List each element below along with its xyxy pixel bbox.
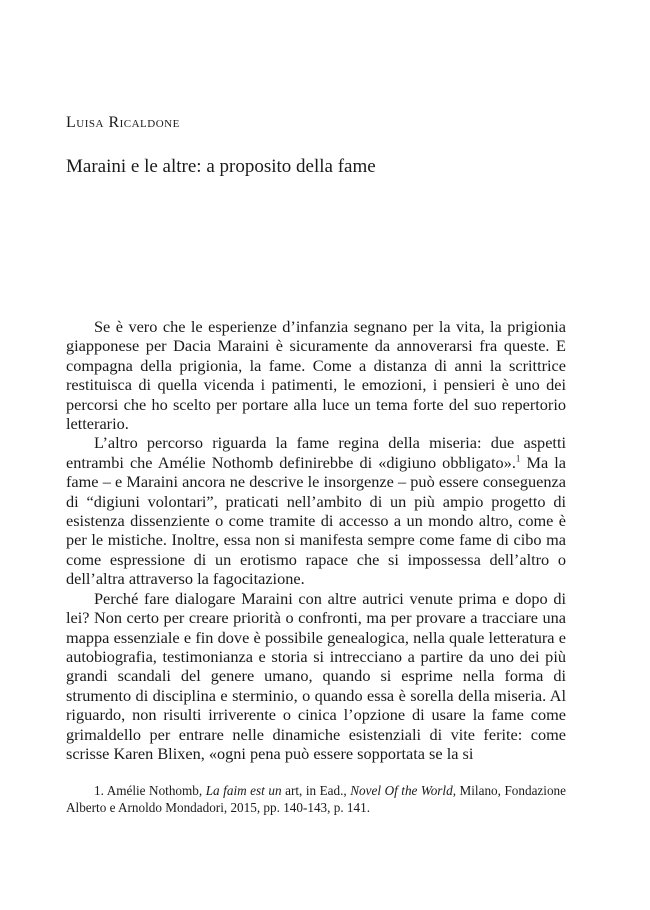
paragraph-2-text-b: Ma la fame – e Maraini ancora ne descrive le insorgenze – può essere conseguenza di “digiuni volontari”, praticati nell’ambito di un più ampio progetto di esistenza dissenziente o come tramite di accesso a un mondo altro, come è per le mistiche. Inoltre, essa non si manifesta sempre come fame di cibo ma come espressione di un erotismo rapace che si impossessa dell’altro o dell’altra attraverso la fagocitazione. xyxy=(66,452,567,589)
footnote-book-title: La faim est un xyxy=(205,783,282,798)
footnote-reference: 1 xyxy=(515,453,521,464)
footnote-tail: , Milano, Fondazione Alberto e Arnoldo Mondadori, 2015, pp. 140-143, p. 141. xyxy=(66,783,566,815)
footnote-middle: art, in Ead., xyxy=(281,783,351,798)
paragraph-2-text-a: L’altro percorso riguarda la fame regina della miseria: due aspetti entrambi che Amélie Nothomb definirebbe di «digiuno obbligato». xyxy=(66,433,566,472)
body-text xyxy=(66,317,566,763)
footnote-collection-title: Novel Of the World xyxy=(350,783,453,798)
chapter-author: Luisa Ricaldone xyxy=(66,114,180,131)
paragraph-2 xyxy=(66,433,566,588)
footnote-lead: 1. Amélie Nothomb, xyxy=(94,783,206,798)
chapter-title: Maraini e le altre: a proposito della fame xyxy=(66,156,376,177)
paragraph-3: Perché fare dialogare Maraini con altre autrici venute prima e dopo di lei? Non certo per creare priorità o confronti, ma per provare a tracciare una mappa essenziale e fin dove è possibile genealogica, nella quale letteratura e autobiografia, testimonianza e storia si intrecciano a partire da uno dei più grandi scandali del genere umano, quando si esprime nella forma di strumento di disciplina e sterminio, o quando essa è sorella della miseria. Al riguardo, non risulti irriverente o cinica l’opzione di usare la fame come grimaldello per entrare nelle dinamiche esistenziali di vite ferite: come scrisse Karen Blixen, «ogni pena può essere sopportata se la si xyxy=(66,588,566,763)
paragraph-1: Se è vero che le esperienze d’infanzia segnano per la vita, la prigionia giapponese per Dacia Maraini è sicuramente da annoverarsi fra queste. E compagna della prigionia, la fame. Come a distanza di anni la scrittrice restituisca di quella vicenda i patimenti, le emozioni, i pensieri è uno dei percorsi che ho scelto per portare alla luce un tema forte del suo repertorio letterario. xyxy=(66,317,566,434)
footnote xyxy=(66,782,566,816)
